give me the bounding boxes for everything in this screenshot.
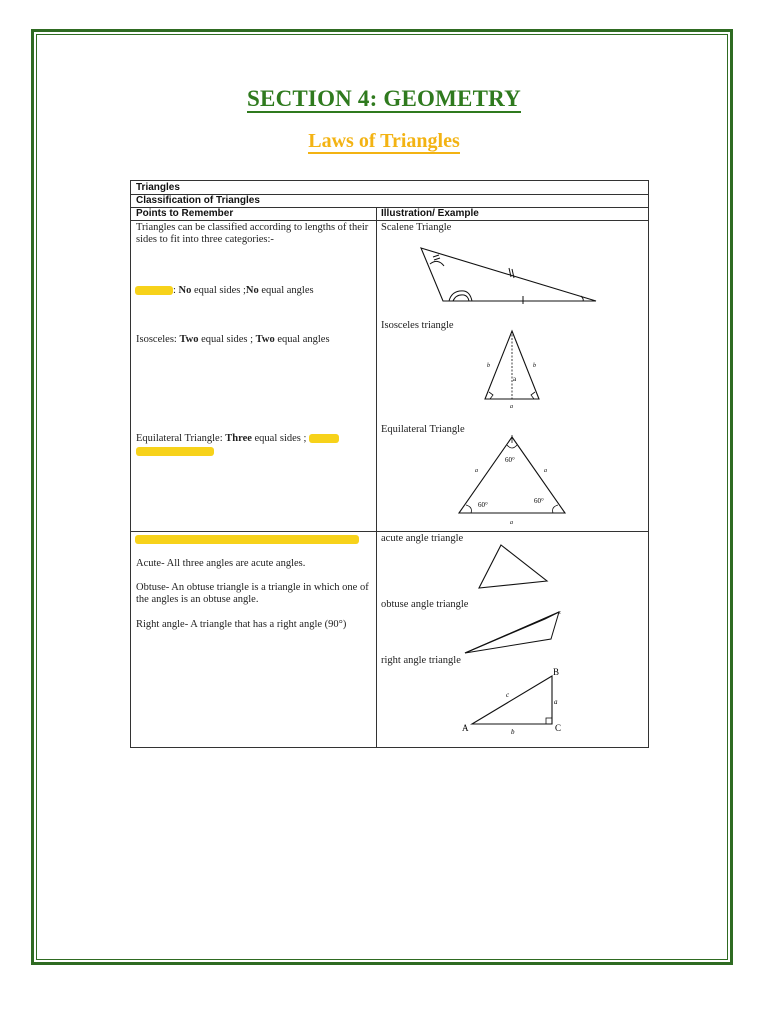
column-divider [376,208,377,748]
right-side-b: b [511,728,515,736]
equilateral-triangle-figure [451,433,581,529]
row-divider [131,531,648,532]
section-title: SECTION 4: GEOMETRY [247,86,521,111]
table-heading-triangles: Triangles [131,181,648,195]
highlight-mark [135,535,359,544]
right-vertex-B: B [553,667,560,677]
equilateral-angle-top: 60° [505,456,515,464]
isosceles-caption: Isosceles triangle [381,320,454,331]
right-caption: right angle triangle [381,655,461,666]
svg-text:a: a [513,375,517,383]
right-triangle-figure [457,667,577,737]
equilateral-definition-text: Equilateral Triangle: Three equal sides ; [136,433,307,444]
table-column-headers [131,208,648,221]
subtitle: Laws of Triangles [308,130,460,152]
svg-text:a: a [475,468,478,474]
svg-text:c: c [559,611,562,616]
svg-text:a: a [544,468,547,474]
angle-classification-heading [135,534,359,546]
right-angle-definition: Right angle- A triangle that has a right angle (90°) [136,619,347,630]
scalene-definition-text: : No equal sides ;No equal angles [173,285,314,296]
isosceles-definition: Isosceles: Two equal sides ; Two equal angles [136,334,330,345]
column-header-illustration: Illustration/ Example [381,208,479,219]
scalene-caption: Scalene Triangle [381,222,452,233]
equilateral-angle-left: 60° [478,501,488,509]
svg-text:a: a [510,404,513,410]
acute-caption: acute angle triangle [381,533,464,544]
right-vertex-A: A [462,723,469,733]
scalene-triangle-figure [416,244,606,304]
highlight-mark [136,447,214,456]
obtuse-definition: Obtuse- An obtuse triangle is a triangle in which one of the angles is an obtuse angle. [136,582,369,605]
equilateral-angle-right: 60° [534,497,544,505]
right-side-c: c [506,691,510,699]
obtuse-triangle-figure [461,609,581,657]
svg-text:a: a [510,520,513,526]
acute-triangle-figure [473,543,553,593]
acute-definition: Acute- All three angles are acute angles. [136,558,306,569]
isosceles-triangle-figure [481,329,543,411]
svg-text:b: b [487,363,490,369]
highlight-mark [309,434,339,443]
scalene-definition [135,285,314,297]
triangles-table [130,180,649,748]
svg-text:b: b [533,363,536,369]
right-vertex-C: C [555,723,562,733]
equilateral-caption: Equilateral Triangle [381,424,465,435]
table-heading-classification: Classification of Triangles [131,195,648,208]
column-header-points: Points to Remember [136,208,234,219]
right-side-a: a [554,698,558,706]
intro-text: Triangles can be classified according to lengths of their sides to fit into three categories:- [136,222,369,245]
equilateral-definition [136,433,376,457]
obtuse-caption: obtuse angle triangle [381,599,469,610]
highlight-mark [135,286,173,295]
